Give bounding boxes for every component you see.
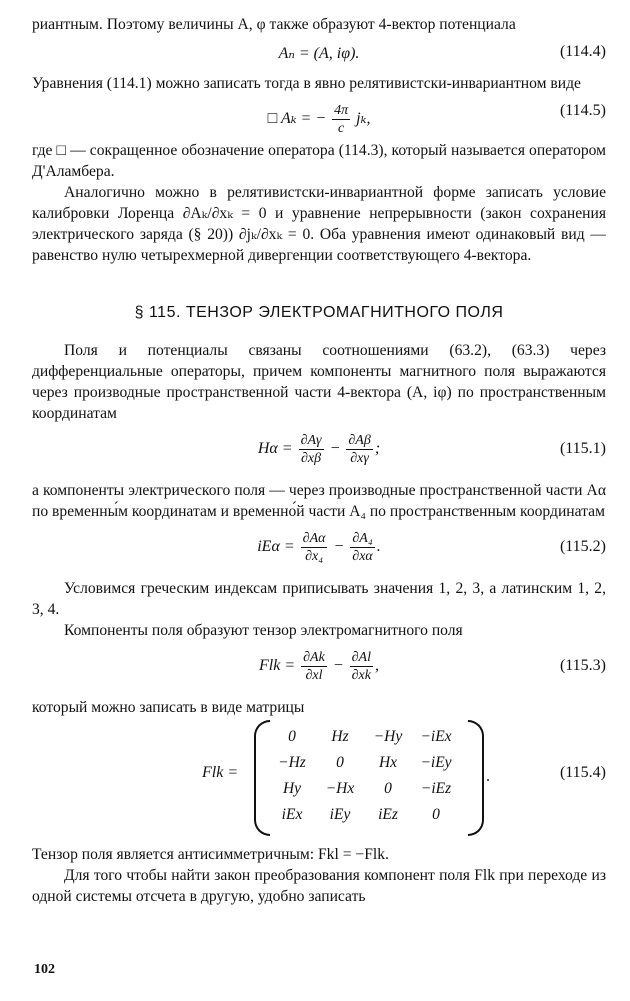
equation-115-2 bbox=[32, 522, 606, 578]
fraction: $\frac{\text{∂A₄}}{\partial x\alpha}$ bbox=[352, 531, 373, 564]
matrix-row: Hy −Hx 0 −iEz bbox=[282, 780, 452, 797]
page-number: 102 bbox=[34, 962, 55, 977]
equation-body: iEα = $\frac{\partial A\alpha}{\text{∂x₄}}$ − $\frac{\text{∂A₄}}{\partial x\alpha}$ . bbox=[257, 531, 381, 564]
page-content bbox=[32, 0, 606, 907]
equation-number: (114.4) bbox=[559, 43, 606, 60]
equation-114-4 bbox=[32, 35, 606, 73]
equation-body: Aₙ = (A, iφ). bbox=[278, 45, 360, 62]
paragraph: Уравнения (114.1) можно записать тогда в явно релятивистски-инвариантном виде bbox=[32, 75, 581, 92]
equation-114-5 bbox=[32, 94, 606, 140]
equation-number: (115.4) bbox=[559, 764, 606, 781]
section-title: § 115. ТЕНЗОР ЭЛЕКТРОМАГНИТНОГО ПОЛЯ bbox=[134, 304, 504, 321]
paragraph: риантным. Поэтому величины A, φ также образуют 4-вектор потенциала bbox=[32, 16, 516, 33]
fraction: $\frac{\partial A\alpha}{\text{∂x₄}}$ bbox=[302, 531, 326, 564]
matrix-lhs: Flk = bbox=[202, 764, 239, 781]
fraction: $\frac{\partial Al}{\partial xk}$ bbox=[351, 650, 371, 683]
paragraph: а компоненты электрического поля — через производные пространственной части Aα по временны́м координатам и временно́й части A₄ по пространственным координатам bbox=[32, 482, 606, 520]
equation-115-1 bbox=[32, 424, 606, 480]
matrix-table bbox=[268, 724, 460, 828]
fraction: $\frac{\partial Ak}{\partial xl}$ bbox=[303, 650, 325, 683]
paragraph: Поля и потенциалы связаны соотношениями (63.2), (63.3) через дифференциальные операторы, причем компоненты магнитного поля выражаются через производные пространственной части 4-вектора (A, iφ) по пространственным координатам bbox=[32, 342, 606, 422]
equation-number: (115.3) bbox=[559, 657, 606, 674]
fraction: $\frac{\partial A\beta}{\partial x\gamma}$ bbox=[348, 433, 371, 466]
matrix-row: iEx iEy iEz 0 bbox=[281, 806, 440, 823]
equation-body: □ Aₖ = − $\frac{4\pi}{c}$ jₖ, bbox=[267, 103, 371, 136]
right-paren bbox=[468, 720, 484, 836]
equation-number: (115.2) bbox=[559, 538, 606, 555]
paragraph: Тензор поля является антисимметричным: Fkl = −Flk. bbox=[32, 846, 389, 863]
equation-number: (114.5) bbox=[559, 102, 606, 119]
equation-115-3 bbox=[32, 641, 606, 697]
paragraph: который можно записать в виде матрицы bbox=[32, 699, 305, 716]
equation-115-4 bbox=[32, 718, 606, 836]
equation-body: Flk = $\frac{\partial Ak}{\partial xl}$ − $\frac{\partial Al}{\partial xk}$ , bbox=[259, 650, 379, 683]
fraction: $\frac{4\pi}{c}$ bbox=[334, 103, 349, 136]
equation-period: . bbox=[486, 768, 490, 785]
paragraph: Условимся греческим индексам приписывать значения 1, 2, 3, а латинским 1, 2, 3, 4. bbox=[32, 580, 606, 618]
fraction: $\frac{\partial A\gamma}{\partial x\beta}$ bbox=[300, 433, 322, 466]
paragraph: Для того чтобы найти закон преобразования компонент поля Flk при переходе из одной системы отсчета в другую, удобно записать bbox=[32, 867, 606, 905]
matrix-row: 0 Hz −Hy −iEx bbox=[288, 728, 452, 745]
matrix-row: −Hz 0 Hx −iEy bbox=[278, 754, 452, 771]
paragraph: Компоненты поля образуют тензор электромагнитного поля bbox=[64, 622, 463, 639]
paragraph: где □ — сокращенное обозначение оператора (114.3), который называется оператором Д'Аламбера. bbox=[32, 142, 606, 180]
paragraph: Аналогично можно в релятивистски-инвариантной форме записать условие калибровки Лоренца ∂Aₖ/∂xₖ = 0 и уравнение непрерывности (закон сохранения электрического заряда (§ 20)) ∂jₖ/∂xₖ = 0. Оба уравнения имеют одинаковый вид — равенство нулю четырехмерной дивергенции соответствующего 4-вектора. bbox=[32, 184, 606, 264]
equation-body: Hα = $\frac{\partial A\gamma}{\partial x\beta}$ − $\frac{\partial A\beta}{\partial x\gamma}$ ; bbox=[257, 433, 381, 466]
equation-number: (115.1) bbox=[559, 440, 606, 457]
